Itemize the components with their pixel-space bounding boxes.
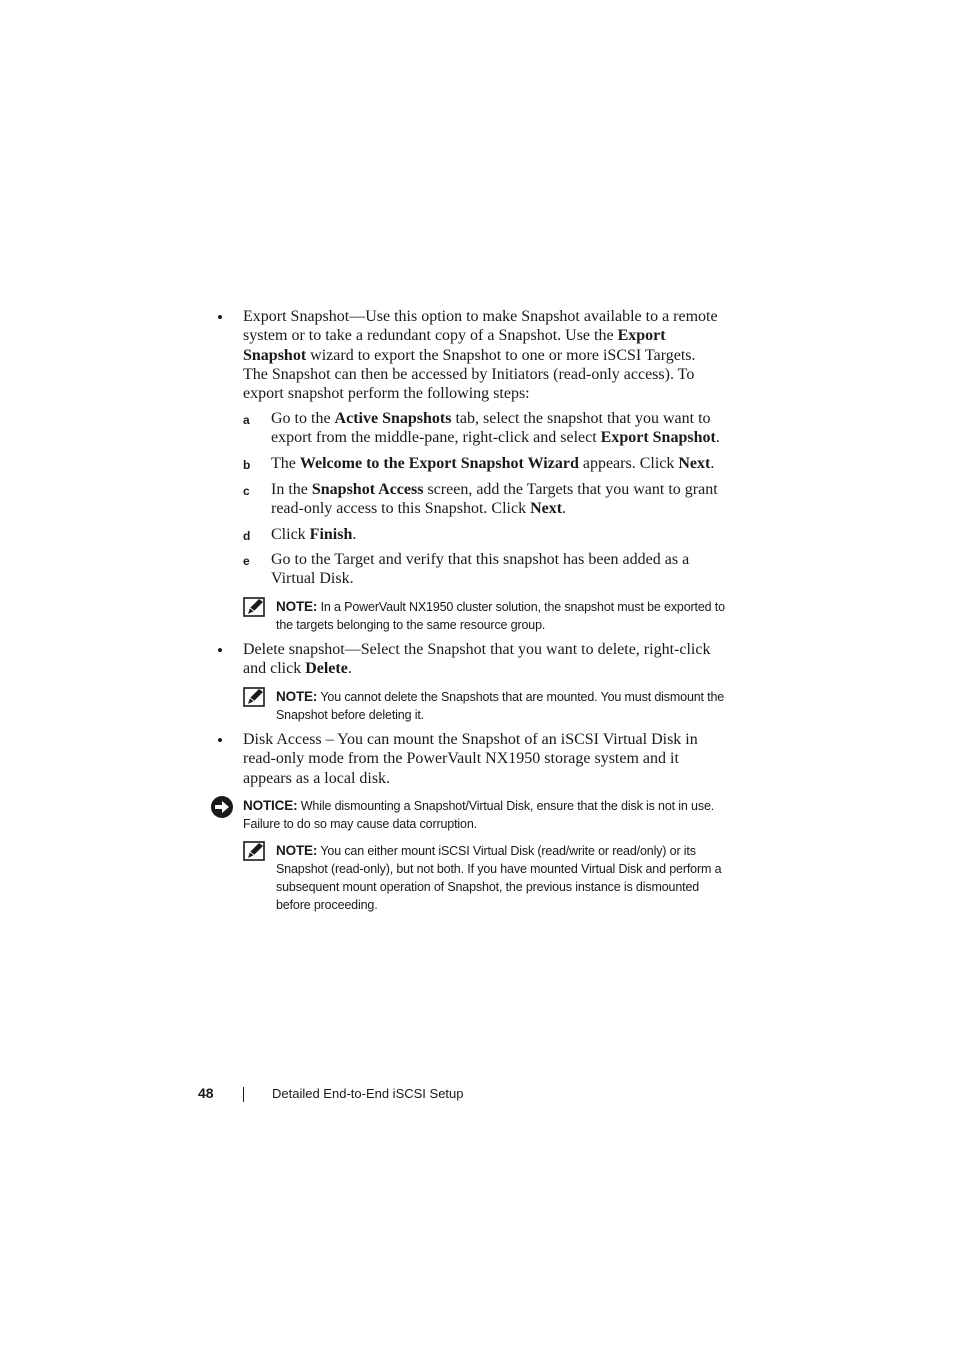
- note-delete-mounted: [276, 688, 726, 724]
- step-e-text: [271, 550, 723, 589]
- note-cluster-export: [276, 598, 726, 634]
- text-run: .: [715, 429, 720, 447]
- step-label-b: b: [243, 458, 251, 472]
- notice-label: NOTICE:: [243, 798, 298, 813]
- step-label-a: a: [243, 413, 250, 427]
- footer-section-title: Detailed End-to-End iSCSI Setup: [272, 1086, 464, 1101]
- footer-divider: [243, 1087, 244, 1102]
- bold-term: Active Snapshots: [334, 410, 452, 427]
- step-a-text: [271, 409, 723, 448]
- text-run: .: [352, 526, 357, 543]
- text-run: .: [710, 455, 715, 472]
- notice-arrow-icon: [210, 795, 234, 819]
- step-c-text: [271, 480, 723, 519]
- text-run: Delete snapshot—Select the Snapshot that you want to delete, right-click and click: [243, 641, 711, 678]
- bold-term: Finish: [309, 526, 353, 543]
- step-label-e: e: [243, 554, 250, 568]
- text-run: Go to the Target and verify that this snapshot has been added as a Virtual Disk.: [271, 551, 690, 588]
- note-label: NOTE:: [276, 689, 318, 704]
- text-run: Go to the: [271, 410, 335, 427]
- step-d-text: [271, 525, 723, 544]
- bullet-marker: •: [217, 731, 223, 750]
- text-run: tab, select the snapshot that you want to export from the middle-pane, right-click and select: [271, 410, 711, 447]
- bullet-marker: •: [217, 641, 223, 660]
- note-pencil-icon: [243, 597, 265, 617]
- text-run: Export Snapshot—Use this option to make Snapshot available to a remote system or to take a redundant copy of a Snapshot. Use the: [243, 308, 718, 345]
- text-run: appears. Click: [578, 455, 679, 472]
- bold-term: Welcome to the Export Snapshot Wizard: [299, 455, 579, 472]
- note-label: NOTE:: [276, 843, 318, 858]
- bold-term: Next: [678, 455, 711, 472]
- bold-term: Export Snapshot: [600, 429, 716, 447]
- note-label: NOTE:: [276, 599, 318, 614]
- text-run: Click: [271, 526, 310, 543]
- step-label-d: d: [243, 529, 251, 543]
- text-run: In the: [271, 481, 312, 498]
- text-run: .: [562, 500, 567, 518]
- bullet-delete-snapshot: [243, 640, 721, 679]
- step-label-c: c: [243, 484, 250, 498]
- bold-term: Delete: [305, 660, 348, 678]
- bullet-marker: •: [217, 308, 223, 327]
- bullet-disk-access: [243, 730, 721, 788]
- bold-term: Snapshot Access: [311, 481, 424, 498]
- text-run: screen, add the Targets that you want to grant read-only access to this Snapshot. Click: [271, 481, 718, 518]
- note-text: You cannot delete the Snapshots that are mounted. You must dismount the Snapshot before deleting it.: [276, 690, 725, 722]
- page-number: 48: [198, 1085, 214, 1101]
- note-text: In a PowerVault NX1950 cluster solution, the snapshot must be exported to the targets belonging to the same resource group.: [276, 600, 725, 632]
- note-pencil-icon: [243, 841, 265, 861]
- text-run: The: [271, 455, 300, 472]
- bold-term: Next: [530, 500, 563, 518]
- note-text: You can either mount iSCSI Virtual Disk (read/write or read/only) or its Snapshot (read-only), but not both. If you have mounted Virtual Disk and perform a subsequent mount operation of Snapshot, the previous instance is dismounted before proceeding.: [276, 844, 722, 912]
- bold-term: Export Snapshot: [243, 327, 666, 364]
- step-b-text: [271, 454, 723, 473]
- notice-dismount: [243, 797, 723, 833]
- text-run: .: [347, 660, 352, 678]
- text-run: Disk Access – You can mount the Snapshot of an iSCSI Virtual Disk in read-only mode from the PowerVault NX1950 storage system and it appears as a local disk.: [243, 731, 698, 787]
- text-run: wizard to export the Snapshot to one or more iSCSI Targets. The Snapshot can then be accessed by Initiators (read-only access). To export snapshot perform the following steps:: [243, 346, 696, 403]
- bullet-export-snapshot: [243, 307, 721, 403]
- notice-text: While dismounting a Snapshot/Virtual Disk, ensure that the disk is not in use. Failure to do so may cause data corruption.: [243, 799, 715, 831]
- note-mount-either: [276, 842, 726, 914]
- note-pencil-icon: [243, 687, 265, 707]
